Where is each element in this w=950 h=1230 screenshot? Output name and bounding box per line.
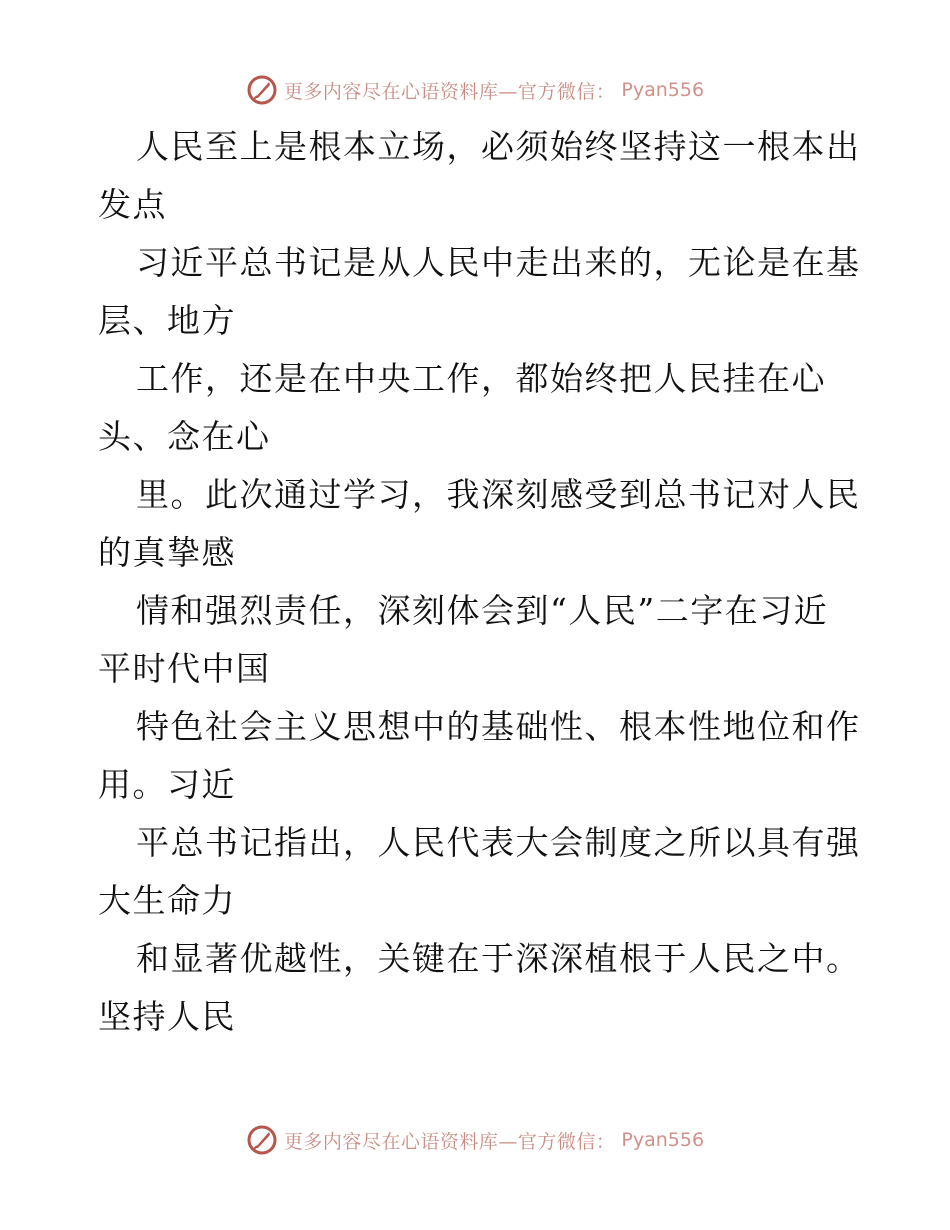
paragraph-line: 的真挚感 xyxy=(98,533,236,572)
quill-logo-icon xyxy=(246,74,278,106)
paragraph-line: 大生命力 xyxy=(98,881,236,920)
paragraph-line: 习近平总书记是从人民中走出来的，无论是在基 xyxy=(136,243,861,282)
paragraph-line: 用。习近 xyxy=(98,765,236,804)
footer-banner xyxy=(0,1120,950,1160)
paragraph-line: 发点 xyxy=(98,185,167,224)
header-banner xyxy=(0,70,950,110)
paragraph-line: 情和强烈责任，深刻体会到“人民”二字在习近 xyxy=(136,591,829,630)
header-wechat-handle: Pyan556 xyxy=(621,79,705,101)
paragraph-line: 头、念在心 xyxy=(98,417,271,456)
paragraph-line: 人民至上是根本立场，必须始终坚持这一根本出 xyxy=(136,127,861,166)
paragraph-line: 特色社会主义思想中的基础性、根本性地位和作 xyxy=(136,707,861,746)
paragraph-line: 平总书记指出，人民代表大会制度之所以具有强 xyxy=(136,823,861,862)
paragraph-line: 平时代中国 xyxy=(98,649,271,688)
footer-banner-text: 更多内容尽在心语资料库—官方微信： xyxy=(283,1130,616,1153)
quill-logo-icon xyxy=(246,1124,278,1156)
paragraph-line: 里。此次通过学习，我深刻感受到总书记对人民 xyxy=(136,475,861,514)
paragraph-line: 层、地方 xyxy=(98,301,236,340)
document-body xyxy=(98,118,861,1046)
footer-wechat-handle: Pyan556 xyxy=(621,1129,705,1151)
paragraph-line: 和显著优越性，关键在于深深植根于人民之中。 xyxy=(136,939,861,978)
paragraph-line: 工作，还是在中央工作，都始终把人民挂在心 xyxy=(136,359,826,398)
header-banner-text: 更多内容尽在心语资料库—官方微信： xyxy=(283,80,616,103)
paragraph-line: 坚持人民 xyxy=(98,997,236,1036)
